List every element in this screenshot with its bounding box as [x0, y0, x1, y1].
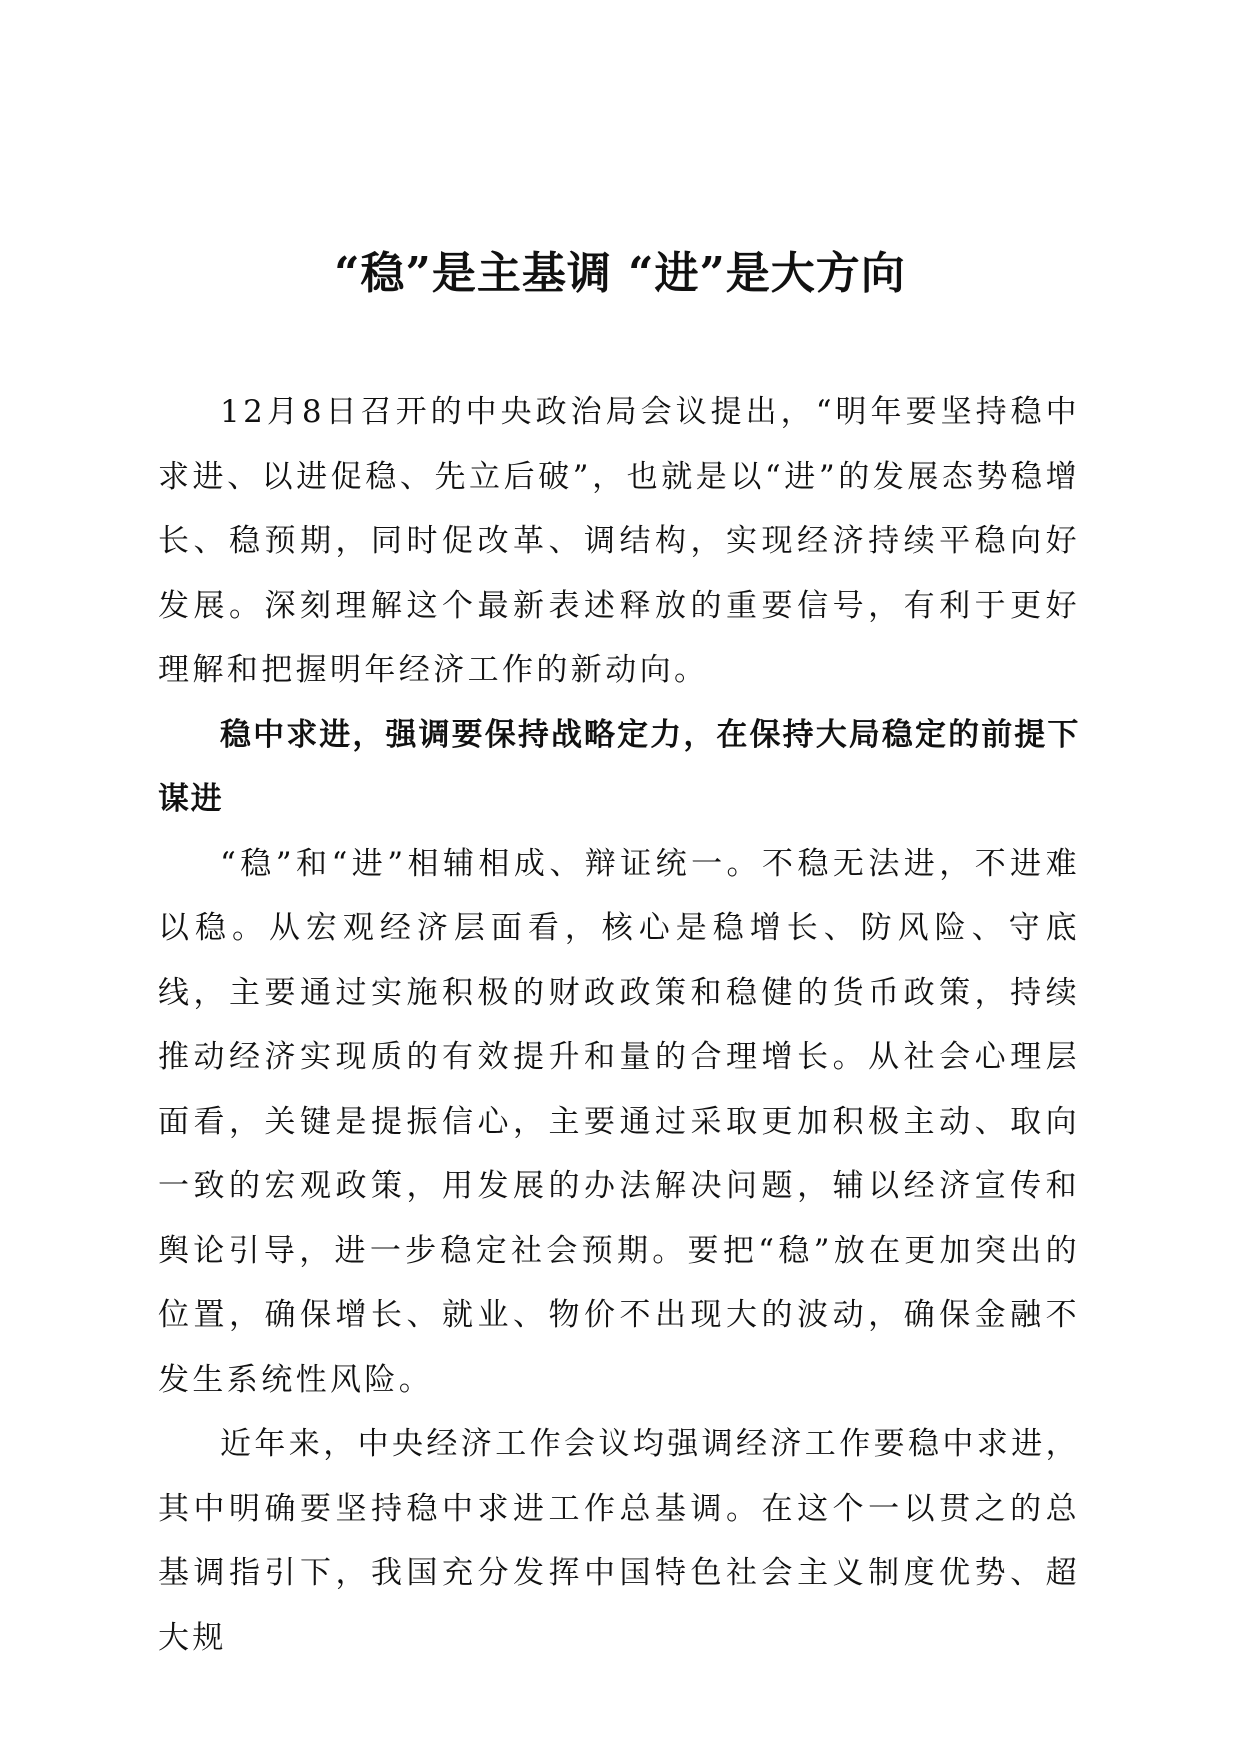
paragraph-stability: “稳”和“进”相辅相成、辩证统一。不稳无法进，不进难以稳。从宏观经济层面看，核心是稳增长、防风险、守底线，主要通过实施积极的财政政策和稳健的货币政策，持续推动经济实现质的有效提升和量的合理增长。从社会心理层面看，关键是提振信心，主要通过采取更加积极主动、取向一致的宏观政策，用发展的办法解决问题，辅以经济宣传和舆论引导，进一步稳定社会预期。要把“稳”放在更加突出的位置，确保增长、就业、物价不出现大的波动，确保金融不发生系统性风险。: [158, 845, 1080, 1398]
section-heading: 稳中求进，强调要保持战略定力，在保持大局稳定的前提下谋进: [158, 716, 1080, 817]
document-body: [158, 380, 1080, 1670]
document-title: “稳”是主基调 “进”是大方向: [334, 248, 906, 299]
paragraph-recent-years: 近年来，中央经济工作会议均强调经济工作要稳中求进，其中明确要坚持稳中求进工作总基调。在这个一以贯之的总基调指引下，我国充分发挥中国特色社会主义制度优势、超大规: [158, 1426, 1080, 1656]
paragraph-intro: 12月8日召开的中央政治局会议提出，“明年要坚持稳中求进、以进促稳、先立后破”，也就是以“进”的发展态势稳增长、稳预期，同时促改革、调结构，实现经济持续平稳向好发展。深刻理解这个最新表述释放的重要信号，有利于更好理解和把握明年经济工作的新动向。: [158, 394, 1080, 688]
